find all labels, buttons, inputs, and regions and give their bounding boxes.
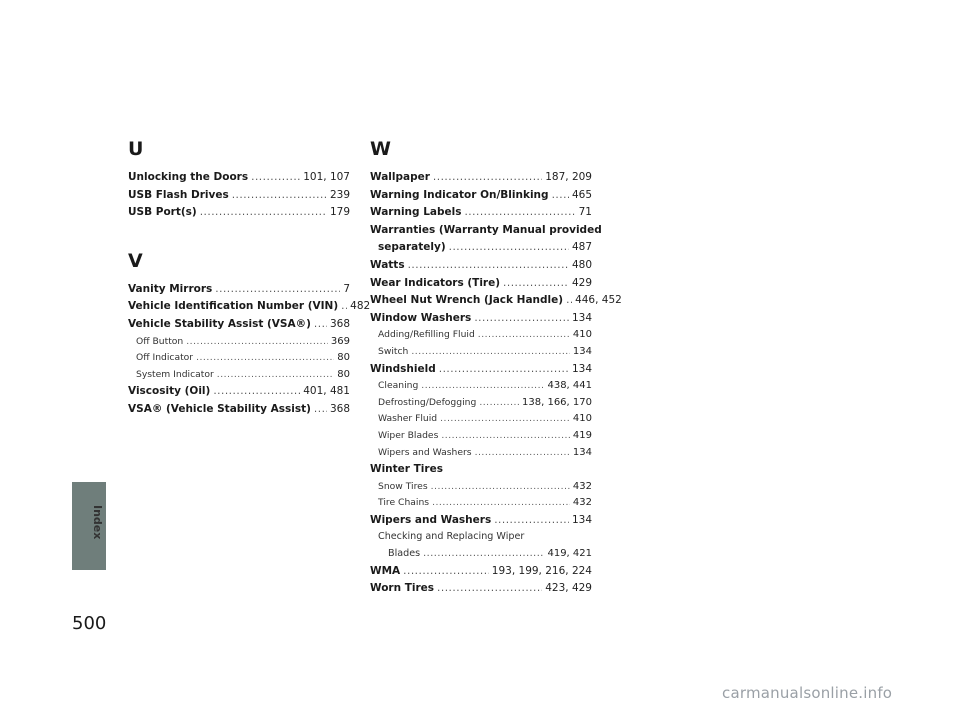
entry-term: Warranties (Warranty Manual provided	[370, 223, 602, 236]
index-entry[interactable]	[128, 401, 350, 419]
entry-term: Vehicle Stability Assist (VSA®)	[128, 317, 311, 330]
entry-term: Washer Fluid	[378, 413, 438, 425]
entry-pages[interactable]: 193, 199, 216, 224	[491, 564, 592, 577]
entry-term: Viscosity (Oil)	[128, 385, 211, 398]
entry-term: Watts	[370, 258, 405, 271]
entry-term: Off Indicator	[136, 352, 194, 364]
index-subentry[interactable]	[370, 344, 592, 361]
entry-term: System Indicator	[136, 368, 214, 380]
index-entry[interactable]	[128, 204, 350, 222]
index-entry[interactable]	[370, 257, 592, 275]
entry-pages[interactable]: 438, 441	[547, 380, 592, 392]
entry-pages[interactable]: 101, 107	[303, 171, 350, 183]
page-number: 500	[72, 613, 107, 634]
index-entry[interactable]	[128, 298, 371, 316]
entry-pages[interactable]: 179	[329, 206, 350, 219]
index-subentry[interactable]	[128, 350, 350, 367]
entry-pages[interactable]: 429	[571, 276, 592, 289]
entry-pages[interactable]: 423, 429	[545, 582, 592, 595]
entry-term: Window Washers	[370, 311, 472, 324]
index-entry[interactable]	[370, 563, 592, 581]
entry-pages[interactable]: 80	[337, 352, 350, 364]
entry-pages[interactable]: 138, 166, 170	[522, 396, 592, 408]
entry-pages[interactable]: 419	[572, 429, 592, 441]
entry-term: Vanity Mirrors	[128, 282, 213, 295]
index-entry[interactable]	[128, 169, 350, 187]
index-entry	[370, 461, 592, 479]
entry-term: VSA® (Vehicle Stability Assist)	[128, 402, 311, 415]
index-column-right	[370, 138, 622, 598]
index-entry[interactable]	[370, 361, 592, 379]
entry-pages[interactable]: 419, 421	[547, 548, 592, 560]
entry-term: Winter Tires	[370, 463, 443, 476]
site-watermark: carmanualsonline.info	[722, 684, 893, 702]
entry-term: Cleaning	[378, 380, 419, 392]
entry-term: Warning Indicator On/Blinking	[370, 188, 549, 201]
entry-term: Checking and Replacing Wiper	[378, 531, 525, 543]
entry-term: Unlocking the Doors	[128, 171, 249, 183]
index-entry[interactable]	[128, 187, 350, 205]
entry-term: Snow Tires	[378, 480, 428, 492]
index-subentry[interactable]	[370, 327, 592, 344]
index-column-left	[128, 138, 371, 419]
entry-pages[interactable]: 369	[330, 335, 350, 347]
entry-pages[interactable]: 432	[572, 480, 592, 492]
entry-term: Wallpaper	[370, 171, 430, 183]
index-entry[interactable]	[370, 512, 592, 530]
index-entry[interactable]	[128, 281, 350, 299]
index-subentry[interactable]	[370, 395, 592, 412]
entry-term: USB Port(s)	[128, 206, 197, 219]
entry-pages[interactable]: 410	[572, 329, 592, 341]
index-subentry[interactable]	[128, 367, 350, 384]
entry-pages[interactable]: 368	[329, 317, 350, 330]
entry-term: Wheel Nut Wrench (Jack Handle)	[370, 294, 564, 307]
entry-pages[interactable]: 465	[571, 188, 592, 201]
entry-pages[interactable]: 482	[350, 300, 371, 313]
entry-pages[interactable]: 7	[343, 282, 350, 295]
entry-pages[interactable]: 187, 209	[545, 171, 592, 183]
index-entry[interactable]	[370, 310, 592, 328]
entry-term: Switch	[378, 345, 409, 357]
entry-pages[interactable]: 368	[329, 402, 350, 415]
section-letter-u: U	[128, 138, 144, 160]
entry-pages[interactable]: 80	[337, 368, 350, 380]
index-subentry[interactable]	[128, 334, 350, 351]
entry-pages[interactable]: 134	[572, 345, 592, 357]
entry-term: Windshield	[370, 362, 436, 375]
entry-term: Adding/Refilling Fluid	[378, 329, 475, 341]
entry-pages[interactable]: 410	[572, 413, 592, 425]
entry-term: Defrosting/Defogging	[378, 396, 477, 408]
index-entry[interactable]	[370, 187, 592, 205]
index-entry[interactable]	[370, 169, 592, 187]
entry-term: Wipers and Washers	[370, 513, 492, 526]
entry-term: Vehicle Identification Number (VIN)	[128, 300, 339, 313]
index-subentry[interactable]	[370, 495, 592, 512]
entry-pages[interactable]: 487	[571, 241, 592, 254]
index-entry	[370, 222, 602, 240]
entry-term: WMA	[370, 564, 401, 577]
entry-pages[interactable]: 480	[571, 258, 592, 271]
entry-pages[interactable]: 134	[571, 362, 592, 375]
entry-term: Wipers and Washers	[378, 446, 472, 458]
section-letter-w: W	[370, 138, 391, 160]
index-entry[interactable]	[370, 204, 592, 222]
index-entry[interactable]	[370, 275, 592, 293]
index-subentry[interactable]	[370, 378, 592, 395]
index-subentry	[370, 529, 592, 546]
entry-term: Blades	[388, 548, 421, 560]
entry-term: USB Flash Drives	[128, 188, 229, 201]
index-subentry[interactable]	[370, 411, 592, 428]
entry-pages[interactable]: 446, 452	[575, 294, 622, 307]
index-subentry[interactable]	[370, 428, 592, 445]
index-subentry[interactable]	[370, 479, 592, 496]
entry-term: Wiper Blades	[378, 429, 439, 441]
index-entry[interactable]	[128, 383, 350, 401]
entry-pages[interactable]: 71	[578, 206, 592, 219]
entry-pages[interactable]: 432	[572, 497, 592, 509]
entry-term: separately)	[378, 241, 446, 254]
index-side-tab	[72, 0, 106, 570]
entry-pages[interactable]: 401, 481	[303, 385, 350, 398]
index-side-label: Index	[91, 505, 104, 540]
entry-term: Warning Labels	[370, 206, 462, 219]
entry-pages[interactable]: 134	[572, 446, 592, 458]
index-subentry[interactable]	[370, 546, 592, 563]
entry-term: Tire Chains	[378, 497, 430, 509]
index-entry[interactable]	[370, 239, 592, 257]
entry-pages[interactable]: 134	[571, 513, 592, 526]
entry-term: Wear Indicators (Tire)	[370, 276, 501, 289]
index-entry[interactable]	[370, 580, 592, 598]
index-entry[interactable]	[128, 316, 350, 334]
index-entry[interactable]	[370, 292, 622, 310]
entry-term: Off Button	[136, 335, 184, 347]
index-subentry[interactable]	[370, 445, 592, 462]
entry-pages[interactable]: 239	[329, 188, 350, 201]
entry-term: Worn Tires	[370, 582, 435, 595]
entry-pages[interactable]: 134	[571, 311, 592, 324]
section-letter-v: V	[128, 249, 143, 272]
